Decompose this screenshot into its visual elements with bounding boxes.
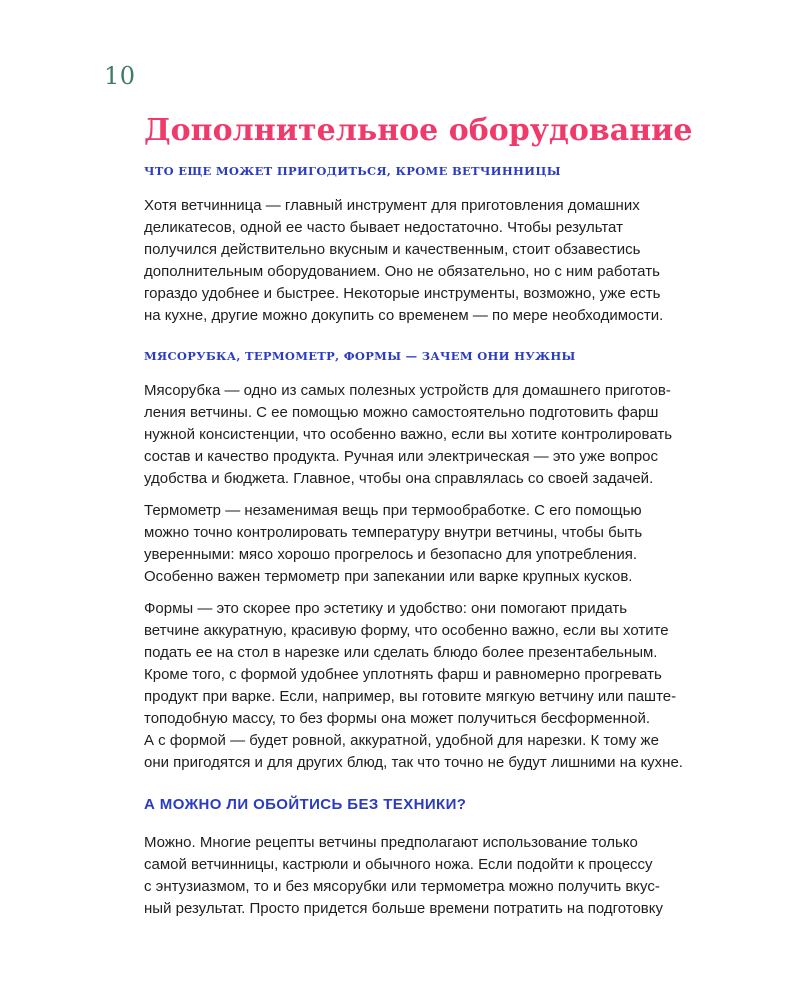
text-line: гораздо удобнее и быстрее. Некоторые инструменты, возможно, уже есть: [144, 284, 661, 302]
page-title: Дополнительное оборудование: [144, 113, 693, 148]
paragraph-without-tools: [144, 832, 700, 920]
paragraph-thermometer: [144, 500, 700, 588]
section-heading-equipment: МЯСОРУБКА, ТЕРМОМЕТР, ФОРМЫ — ЗАЧЕМ ОНИ НУЖНЫ: [144, 348, 576, 363]
text-line: Термометр — незаменимая вещь при термообработке. С его помощью: [144, 501, 642, 519]
text-line: получился действительно вкусным и качественным, стоит обзавестись: [144, 240, 641, 258]
text-line: ветчине аккуратную, красивую форму, что особенно важно, если вы хотите: [144, 621, 669, 639]
text-line: А с формой — будет ровной, аккуратной, удобной для нарезки. К тому же: [144, 731, 659, 749]
article: [144, 112, 700, 920]
subtitle: ЧТО ЕЩЕ МОЖЕТ ПРИГОДИТЬСЯ, КРОМЕ ВЕТЧИННИЦЫ: [144, 163, 561, 178]
text-line: дополнительным оборудованием. Оно не обязательно, но с ним работать: [144, 262, 660, 280]
text-line: Можно. Многие рецепты ветчины предполагают использование только: [144, 833, 638, 851]
text-line: они пригодятся и для других блюд, так что точно не будут лишними на кухне.: [144, 753, 683, 771]
text-line: Кроме того, с формой удобнее уплотнять фарш и равномерно прогревать: [144, 665, 662, 683]
text-line: Формы — это скорее про эстетику и удобство: они помогают придать: [144, 599, 628, 617]
text-line: можно точно контролировать температуру внутри ветчины, чтобы быть: [144, 523, 643, 541]
text-line: состав и качество продукта. Ручная или электрическая — это уже вопрос: [144, 447, 659, 465]
text-line: продукт при варке. Если, например, вы готовите мягкую ветчину или паште-: [144, 687, 677, 705]
text-line: ный результат. Просто придется больше времени потратить на подготовку: [144, 899, 664, 917]
text-line: Хотя ветчинница — главный инструмент для приготовления домашних: [144, 196, 640, 214]
text-line: Особенно важен термометр при запекании или варке крупных кусков.: [144, 567, 633, 585]
text-line: деликатесов, одной ее часто бывает недостаточно. Чтобы результат: [144, 218, 623, 236]
text-line: самой ветчинницы, кастрюли и обычного ножа. Если подойти к процессу: [144, 855, 653, 873]
text-line: подать ее на стол в нарезке или сделать блюдо более презентабельным.: [144, 643, 658, 661]
text-line: удобства и бюджета. Главное, чтобы она справлялась со своей задачей.: [144, 469, 654, 487]
text-line: топодобную массу, то без формы она может получиться бесформенной.: [144, 709, 651, 727]
paragraph-forms: [144, 598, 700, 774]
intro-paragraph: [144, 195, 700, 327]
paragraph-meat-grinder: [144, 380, 700, 490]
text-line: нужной консистенции, что особенно важно, если вы хотите контролировать: [144, 425, 673, 443]
text-line: ления ветчины. С ее помощью можно самостоятельно подготовить фарш: [144, 403, 659, 421]
text-line: Мясорубка — одно из самых полезных устройств для домашнего приготов-: [144, 381, 671, 399]
page-number: 10: [104, 62, 136, 90]
text-line: с энтузиазмом, то и без мясорубки или термометра можно получить вкус-: [144, 877, 660, 895]
text-line: на кухне, другие можно докупить со временем — по мере необходимости.: [144, 306, 664, 324]
section-heading-without-tools: А МОЖНО ЛИ ОБОЙТИСЬ БЕЗ ТЕХНИКИ?: [144, 795, 467, 813]
text-line: уверенными: мясо хорошо прогрелось и безопасно для употребления.: [144, 545, 638, 563]
